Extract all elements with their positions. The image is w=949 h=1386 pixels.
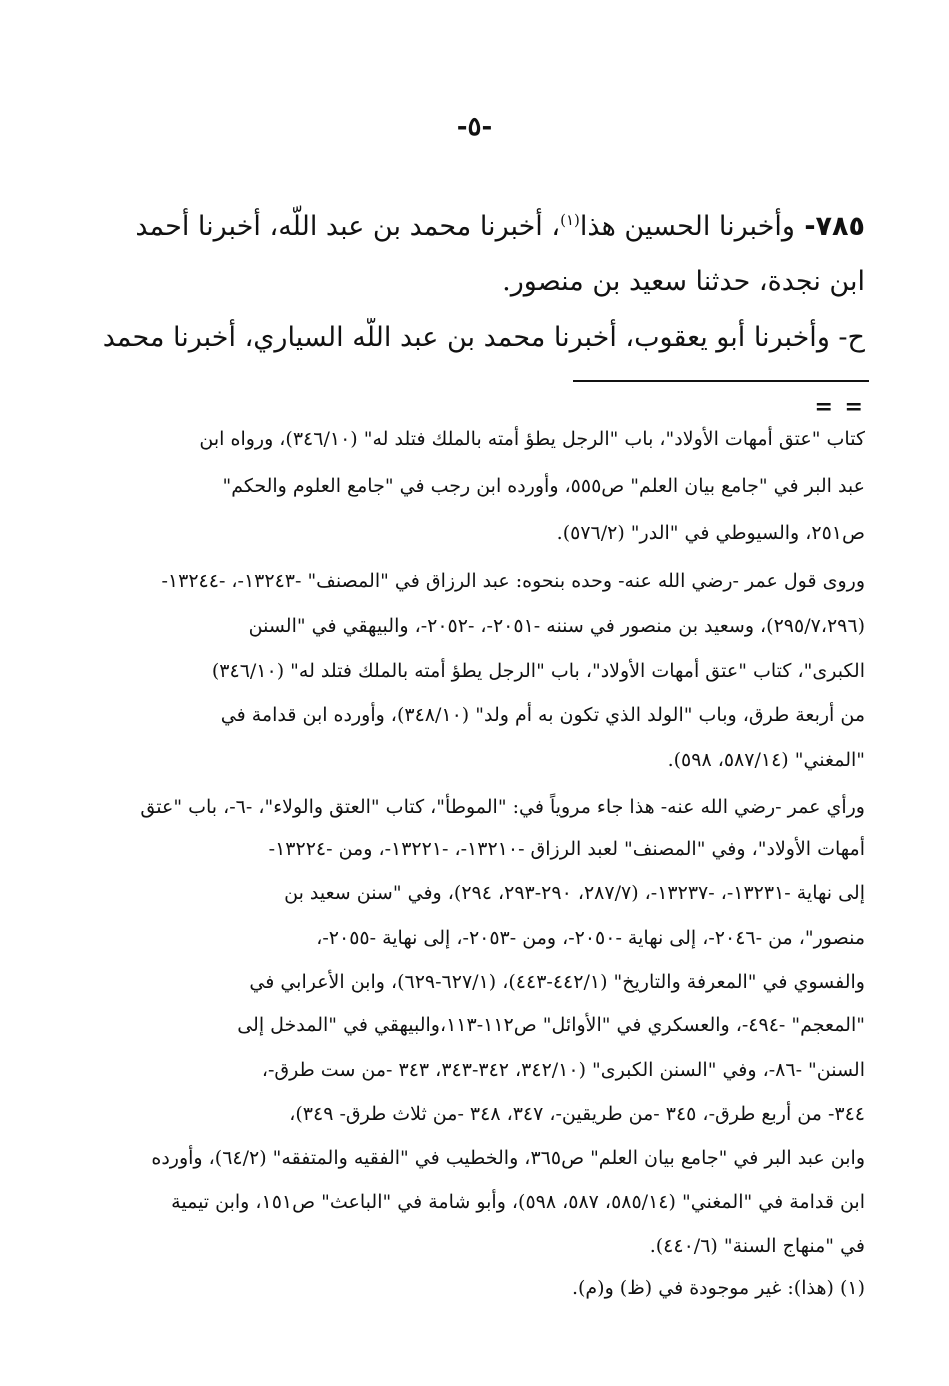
footnote-line: (٢٩٥/٧،٢٩٦)، وسعيد بن منصور في سننه -٢٠٥١-، -٢٠٥٢-، والبيهقي في "السنن bbox=[248, 615, 865, 637]
main-text-segment: وأخبرنا الحسين هذا bbox=[579, 211, 795, 242]
footnote-line: وابن عبد البر في "جامع بيان العلم" ص٣٦٥، والخطيب في "الفقيه والمتفقه" (٦٤/٢)، وأورده bbox=[151, 1147, 865, 1169]
footnote-1: (١) (هذا): غير موجودة في (ظ) و(م). bbox=[571, 1277, 865, 1299]
footnote-line: إلى نهاية -١٣٢٣١-، -١٣٢٣٧-، (٢٨٧/٧، ٢٩٠-٢٩٣، ٢٩٤)، وفي "سنن سعيد بن bbox=[284, 882, 865, 904]
footnote-line: وروى قول عمر -رضي الله عنه- وحده بنحوه: عبد الرزاق في "المصنف" -١٣٢٤٣-، -١٣٢٤٤- bbox=[161, 570, 865, 592]
footnote-line: عبد البر في "جامع بيان العلم" ص٥٥٥، وأورده ابن رجب في "جامع العلوم والحكم" bbox=[222, 475, 865, 497]
footnote-line: ورأي عمر -رضي الله عنه- هذا جاء مروياً في: "الموطأ"، كتاب "العتق والولاء"، -٦-، باب "عتق bbox=[140, 796, 865, 818]
footnote-line: والفسوي في "المعرفة والتاريخ" (٤٤٢/١-٤٤٣)، (٦٢٧/١-٦٢٩)، وابن الأعرابي في bbox=[249, 971, 865, 993]
footnote-line: ٣٤٤- من أربع طرق-، ٣٤٥ -من طريقين-، ٣٤٧، ٣٤٨ -من ثلاث طرق- ٣٤٩)، bbox=[289, 1103, 865, 1125]
page-number: -٥- bbox=[456, 112, 493, 142]
footnote-line: من أربعة طرق، وباب "الولد الذي تكون به أم ولد" (٣٤٨/١٠)، وأورده ابن قدامة في bbox=[220, 704, 865, 726]
footnote-line: ص٢٥١، والسيوطي في "الدر" (٥٧٦/٢). bbox=[556, 522, 865, 544]
hadith-number: ٧٨٥- bbox=[794, 211, 865, 242]
footnote-line: في "منهاج السنة" (٤٤٠/٦). bbox=[649, 1235, 865, 1257]
main-text-segment: ، أخبرنا محمد بن عبد اللّه، أخبرنا أحمد bbox=[135, 211, 561, 242]
footnote-line: منصور"، من -٢٠٤٦-، إلى نهاية -٢٠٥٠-، ومن -٢٠٥٣-، إلى نهاية -٢٠٥٥-، bbox=[316, 927, 865, 949]
footnote-line: ابن قدامة في "المغني" (٥٨٥/١٤، ٥٨٧، ٥٩٨)، وأبو شامة في "الباعث" ص١٥١، وابن تيمية bbox=[171, 1191, 865, 1213]
footnote-line: كتاب "عتق أمهات الأولاد"، باب "الرجل يطؤ أمته بالملك فتلد له" (٣٤٦/١٠)، ورواه ابن bbox=[199, 428, 865, 450]
footnote-separator bbox=[573, 380, 869, 382]
footnote-line: "المعجم" -٤٩٤-، والعسكري في "الأوائل" ص١١٢-١١٣،والبيهقي في "المدخل إلى bbox=[237, 1014, 865, 1036]
main-text-line-2: ابن نجدة، حدثنا سعيد بن منصور. bbox=[502, 266, 865, 297]
footnote-reference[interactable]: (١) bbox=[560, 211, 580, 229]
main-text-line-1 bbox=[75, 200, 865, 247]
footnote-line: "المغني" (٥٨٧/١٤، ٥٩٨). bbox=[667, 749, 865, 771]
footnote-line: الكبرى"، كتاب "عتق أمهات الأولاد"، باب "الرجل يطؤ أمته بالملك فتلد له" (٣٤٦/١٠) bbox=[211, 660, 865, 682]
continuation-mark: = = bbox=[814, 394, 865, 420]
footnote-line: أمهات الأولاد"، وفي "المصنف" لعبد الرزاق -١٣٢١٠-، -١٣٢٢١-، ومن -١٣٢٢٤- bbox=[268, 838, 865, 860]
main-text-line-3: ح- وأخبرنا أبو يعقوب، أخبرنا محمد بن عبد اللّه السياري، أخبرنا محمد bbox=[102, 322, 865, 353]
footnote-line: السنن" -٨٦-، وفي "السنن الكبرى" (٣٤٢/١٠، ٣٤٢-٣٤٣، ٣٤٣ -من ست طرق-، bbox=[261, 1059, 865, 1081]
